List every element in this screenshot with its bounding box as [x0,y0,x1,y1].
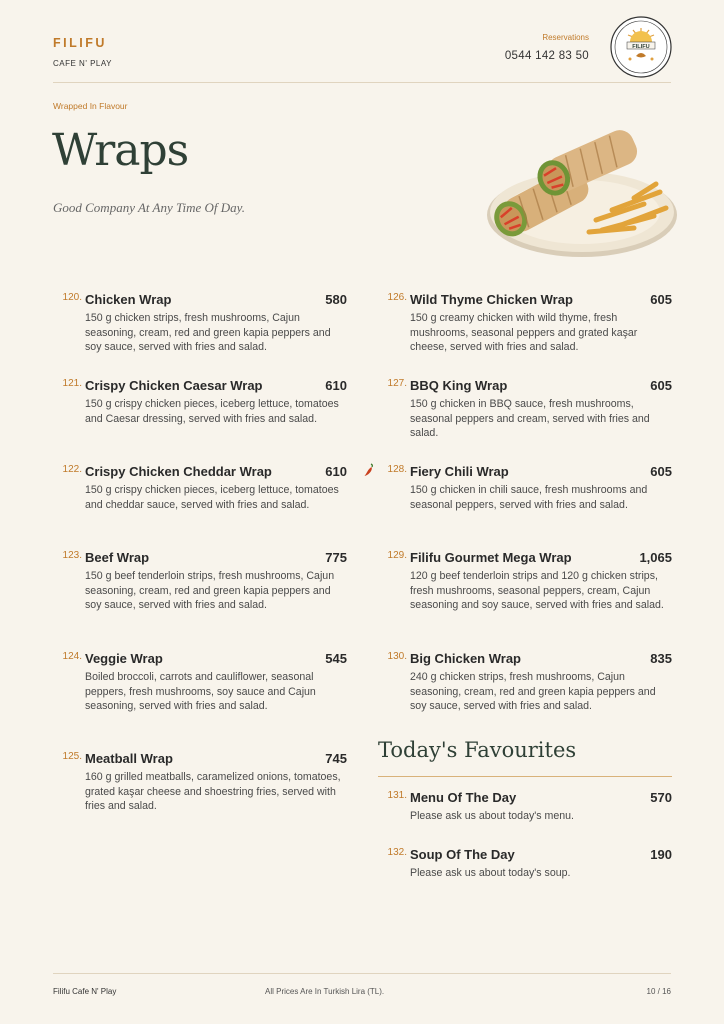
item-name: Filifu Gourmet Mega Wrap [410,550,572,565]
item-price: 605 [650,464,672,479]
menu-item [62,292,347,355]
item-description: 150 g chicken strips, fresh mushrooms, Cajun seasoning, cream, red and green kapia peppers and soy sauce, served with fries and salad. [85,312,331,353]
item-number: 123. [62,550,82,561]
brand-name: FILIFU [53,36,107,50]
item-name: Beef Wrap [85,550,150,565]
menu-item [62,378,347,426]
menu-item [387,847,672,881]
item-description: Please ask us about today's menu. [410,810,574,822]
item-price: 605 [650,378,672,393]
menu-item [387,790,672,824]
item-description: Please ask us about today's soup. [410,867,571,879]
reservations-phone[interactable]: 0544 142 83 50 [504,50,589,62]
item-number: 122. [62,464,82,475]
item-description: Boiled broccoli, carrots and cauliflower, seasonal peppers, fresh mushrooms, soy sauce and Cajun seasoning, served with fries and salad. [85,671,316,712]
menu-item [62,651,347,714]
page-title: Wraps [52,125,189,176]
section-kicker: Wrapped In Flavour [53,101,128,111]
item-name: BBQ King Wrap [410,378,508,393]
footer-note: All Prices Are In Turkish Lira (TL). [265,987,385,996]
wrap-plate-image [484,120,680,262]
item-number: 124. [62,651,82,662]
reservations-label: Reservations [542,33,589,42]
item-number: 127. [387,378,407,389]
footer-left: Filifu Cafe N' Play [53,987,117,996]
item-number: 120. [62,292,82,303]
menu-item [387,378,672,441]
item-name: Chicken Wrap [85,292,172,307]
item-name: Crispy Chicken Cheddar Wrap [85,464,272,479]
item-price: 610 [325,378,347,393]
item-name: Wild Thyme Chicken Wrap [410,292,573,307]
item-number: 126. [387,292,407,303]
item-description: 150 g crispy chicken pieces, iceberg lettuce, tomatoes and cheddar sauce, served with fries and salad. [85,484,339,511]
item-price: 1,065 [639,550,672,565]
item-description: 120 g beef tenderloin strips and 120 g chicken strips, fresh mushrooms, seasonal peppers, cream, Cajun seasoning and soy sauce, served with fries and salad. [410,570,664,611]
menu-item [387,464,672,512]
item-name: Meatball Wrap [85,751,173,766]
filifu-logo-icon [610,16,672,78]
menu-item [62,550,347,613]
item-name: Crispy Chicken Caesar Wrap [85,378,263,393]
item-price: 775 [325,550,347,565]
logo-text: FILIFU [632,43,650,50]
item-price: 545 [325,651,347,666]
favourites-divider [378,776,672,777]
item-price: 745 [325,751,347,766]
item-price: 610 [325,464,347,479]
item-number: 125. [62,751,82,762]
page-number: 10 / 16 [646,987,671,996]
item-name: Menu Of The Day [410,790,517,805]
item-price: 835 [650,651,672,666]
item-name: Soup Of The Day [410,847,515,862]
brand-subtitle: CAFE N' PLAY [53,59,112,68]
item-description: 240 g chicken strips, fresh mushrooms, Cajun seasoning, cream, red and green kapia peppers and soy sauce, served with fries and salad. [410,671,656,712]
item-number: 128. [387,464,407,475]
item-description: 150 g crispy chicken pieces, iceberg lettuce, tomatoes and Caesar dressing, served with fries and salad. [85,398,339,425]
menu-item [387,651,672,714]
item-number: 121. [62,378,82,389]
menu-item [387,292,672,355]
item-name: Veggie Wrap [85,651,163,666]
item-number: 132. [387,847,407,858]
footer-divider [53,973,671,974]
favourites-title: Today's Favourites [378,738,577,762]
header-divider [53,82,671,83]
item-description: 150 g beef tenderloin strips, fresh mushrooms, Cajun seasoning, cream, red and green kapia peppers and soy sauce, served with fries and salad. [85,570,335,611]
page-tagline: Good Company At Any Time Of Day. [53,200,245,215]
item-description: 150 g chicken in chili sauce, fresh mushrooms and seasonal peppers, served with fries and salad. [410,484,648,511]
item-description: 160 g grilled meatballs, caramelized onions, tomatoes, grated kaşar cheese and shoestring fries, served with fries and salad. [85,771,341,812]
brand [53,36,112,68]
item-number: 129. [387,550,407,561]
item-price: 570 [650,790,672,805]
item-description: 150 g creamy chicken with wild thyme, fresh mushrooms, seasonal peppers and grated kaşar cheese, served with fries and salad. [410,312,638,353]
item-description: 150 g chicken in BBQ sauce, fresh mushrooms, seasonal peppers and cream, served with fries and salad. [410,398,650,439]
menu-item [62,464,347,512]
item-price: 580 [325,292,347,307]
item-price: 190 [650,847,672,862]
menu-item [62,751,347,814]
item-name: Fiery Chili Wrap [410,464,509,479]
item-price: 605 [650,292,672,307]
chili-icon [363,463,375,477]
menu-item [387,550,672,613]
item-name: Big Chicken Wrap [410,651,522,666]
item-number: 130. [387,651,407,662]
reservations [505,33,589,62]
item-number: 131. [387,790,407,801]
